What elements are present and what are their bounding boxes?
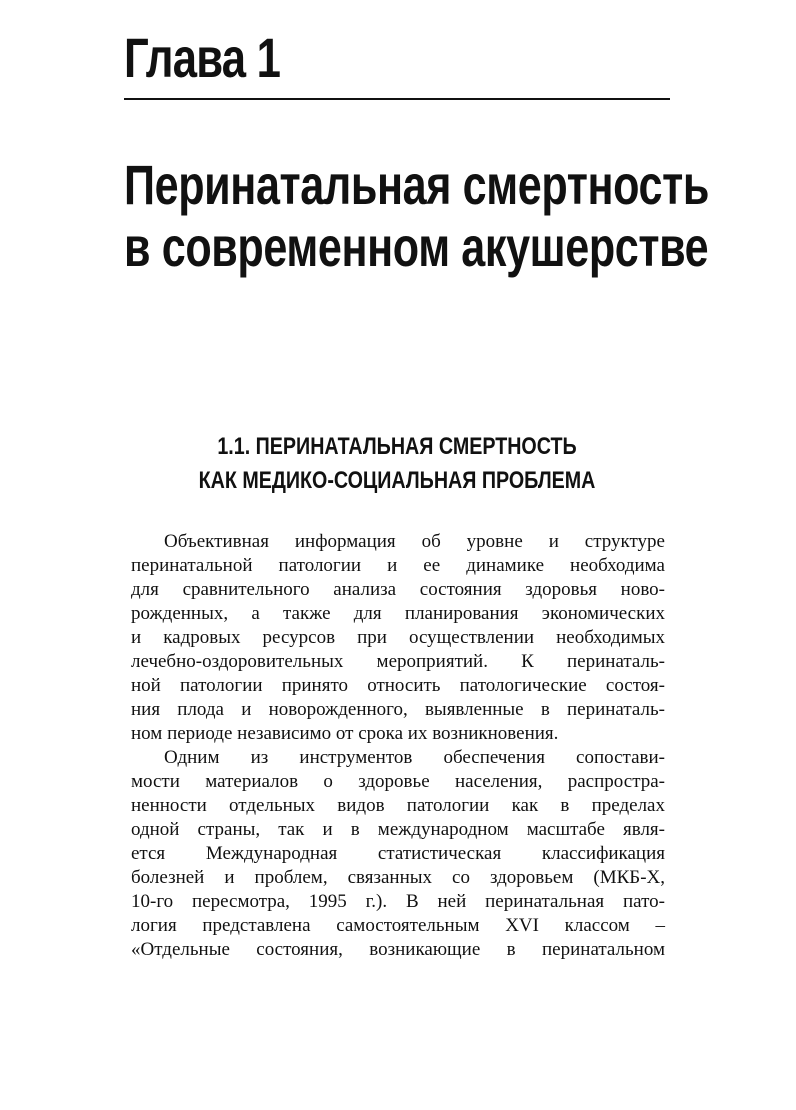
paragraph [131, 530, 665, 746]
chapter-label: Глава 1 [124, 26, 281, 89]
text-line: болезней и проблем, связанных со здоровьем (МКБ-Х, [131, 867, 665, 888]
text-line: Объективная информация об уровне и структуре [164, 531, 665, 552]
text-line: ненности отдельных видов патологии как в пределах [131, 795, 665, 816]
body-text [131, 530, 665, 962]
text-line: перинатальной патологии и ее динамике необходима [131, 555, 665, 576]
text-line: ния плода и новорожденного, выявленные в перинаталь- [131, 699, 665, 720]
chapter-title [124, 154, 709, 278]
text-line: Одним из инструментов обеспечения сопостави- [164, 747, 665, 768]
text-line: логия представлена самостоятельным XVI классом – [131, 915, 665, 936]
text-line: ется Международная статистическая классификация [131, 843, 665, 864]
section-heading-line: КАК МЕДИКО-СОЦИАЛЬНАЯ ПРОБЛЕМА [198, 467, 596, 494]
chapter-title-line: в современном акушерстве [124, 215, 709, 278]
section-heading-line: 1.1. ПЕРИНАТАЛЬНАЯ СМЕРТНОСТЬ [217, 433, 577, 460]
chapter-title-line: Перинатальная смертность [124, 153, 709, 216]
paragraph [131, 746, 665, 962]
text-line: мости материалов о здоровье населения, распростра- [131, 771, 665, 792]
text-line: рожденных, а также для планирования экономических [131, 603, 665, 624]
text-line: для сравнительного анализа состояния здоровья ново- [131, 579, 665, 600]
text-line: «Отдельные состояния, возникающие в перинатальном [131, 939, 665, 960]
text-line: ном периоде независимо от срока их возникновения. [131, 723, 559, 744]
text-line: ной патологии принято относить патологические состоя- [131, 675, 665, 696]
chapter-divider [124, 98, 670, 100]
section-heading [124, 430, 670, 498]
text-line: одной страны, так и в международном масштабе явля- [131, 819, 665, 840]
text-line: лечебно-оздоровительных мероприятий. К перинаталь- [131, 651, 665, 672]
text-line: и кадровых ресурсов при осуществлении необходимых [131, 627, 665, 648]
text-line: 10-го пересмотра, 1995 г.). В ней перинатальная пато- [131, 891, 665, 912]
